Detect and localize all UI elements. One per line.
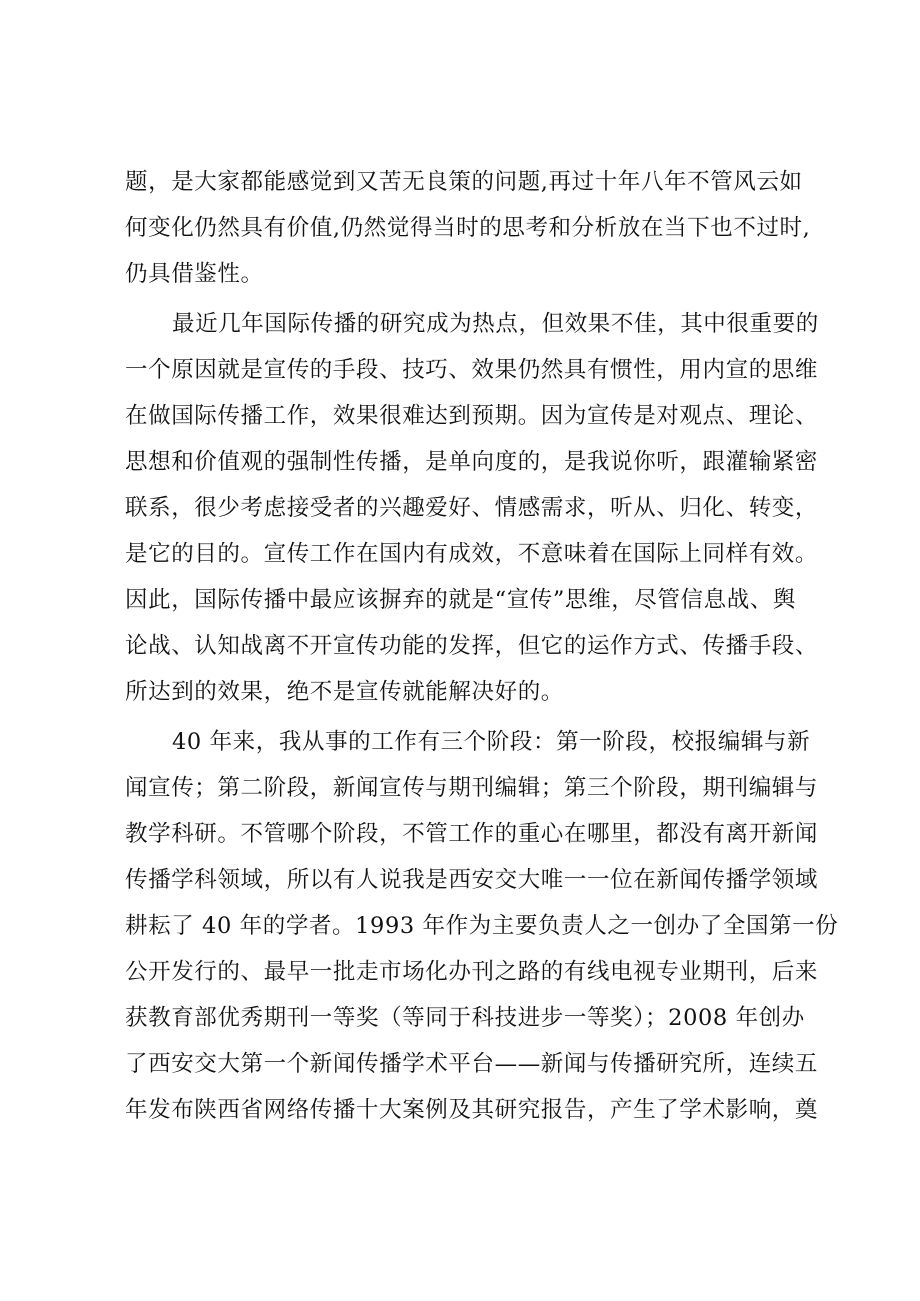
text-line: 传播学科领域，所以有人说我是西安交大唯一一位在新闻传播学领域 bbox=[125, 867, 819, 893]
text-line: 了西安交大第一个新闻传播学术平台——新闻与传播研究所，连续五 bbox=[125, 1051, 819, 1077]
text-line: 何变化仍然具有价值,仍然觉得当时的思考和分析放在当下也不过时, bbox=[125, 215, 811, 241]
text-line: 在做国际传播工作，效果很难达到预期。因为宣传是对观点、理论、 bbox=[125, 403, 819, 429]
text-line: 闻宣传；第二阶段，新闻宣传与期刊编辑；第三个阶段，期刊编辑与 bbox=[125, 775, 819, 801]
text-line: 联系，很少考虑接受者的兴趣爱好、情感需求，听从、归化、转变， bbox=[125, 495, 819, 521]
text-line: 思想和价值观的强制性传播，是单向度的，是我说你听，跟灌输紧密 bbox=[125, 449, 819, 475]
text-line: 年发布陕西省网络传播十大案例及其研究报告，产生了学术影响，奠 bbox=[125, 1097, 819, 1123]
text-line: 获教育部优秀期刊一等奖（等同于科技进步一等奖）；2008 年创办 bbox=[125, 1005, 805, 1031]
text-line: 论战、认知战离不开宣传功能的发挥，但它的运作方式、传播手段、 bbox=[125, 633, 819, 659]
text-line: 教学科研。不管哪个阶段，不管工作的重心在哪里，都没有离开新闻 bbox=[125, 821, 819, 847]
text-line: 所达到的效果，绝不是宣传就能解决好的。 bbox=[125, 679, 564, 705]
text-line: 仍具借鉴性。 bbox=[125, 261, 264, 287]
text-line: 一个原因就是宣传的手段、技巧、效果仍然具有惯性，用内宣的思维 bbox=[125, 357, 819, 383]
text-line: 因此，国际传播中最应该摒弃的就是“宣传”思维，尽管信息战、舆 bbox=[125, 587, 797, 613]
text-line: 40 年来，我从事的工作有三个阶段：第一阶段，校报编辑与新 bbox=[172, 729, 811, 755]
text-line: 是它的目的。宣传工作在国内有成效，不意味着在国际上同样有效。 bbox=[125, 541, 819, 567]
text-line: 题，是大家都能感觉到又苦无良策的问题,再过十年八年不管风云如 bbox=[125, 169, 803, 195]
text-line: 公开发行的、最早一批走市场化办刊之路的有线电视专业期刊，后来 bbox=[125, 959, 819, 985]
text-line: 耕耘了 40 年的学者。1993 年作为主要负责人之一创办了全国第一份 bbox=[125, 913, 839, 939]
text-line: 最近几年国际传播的研究成为热点，但效果不佳，其中很重要的 bbox=[172, 311, 819, 337]
